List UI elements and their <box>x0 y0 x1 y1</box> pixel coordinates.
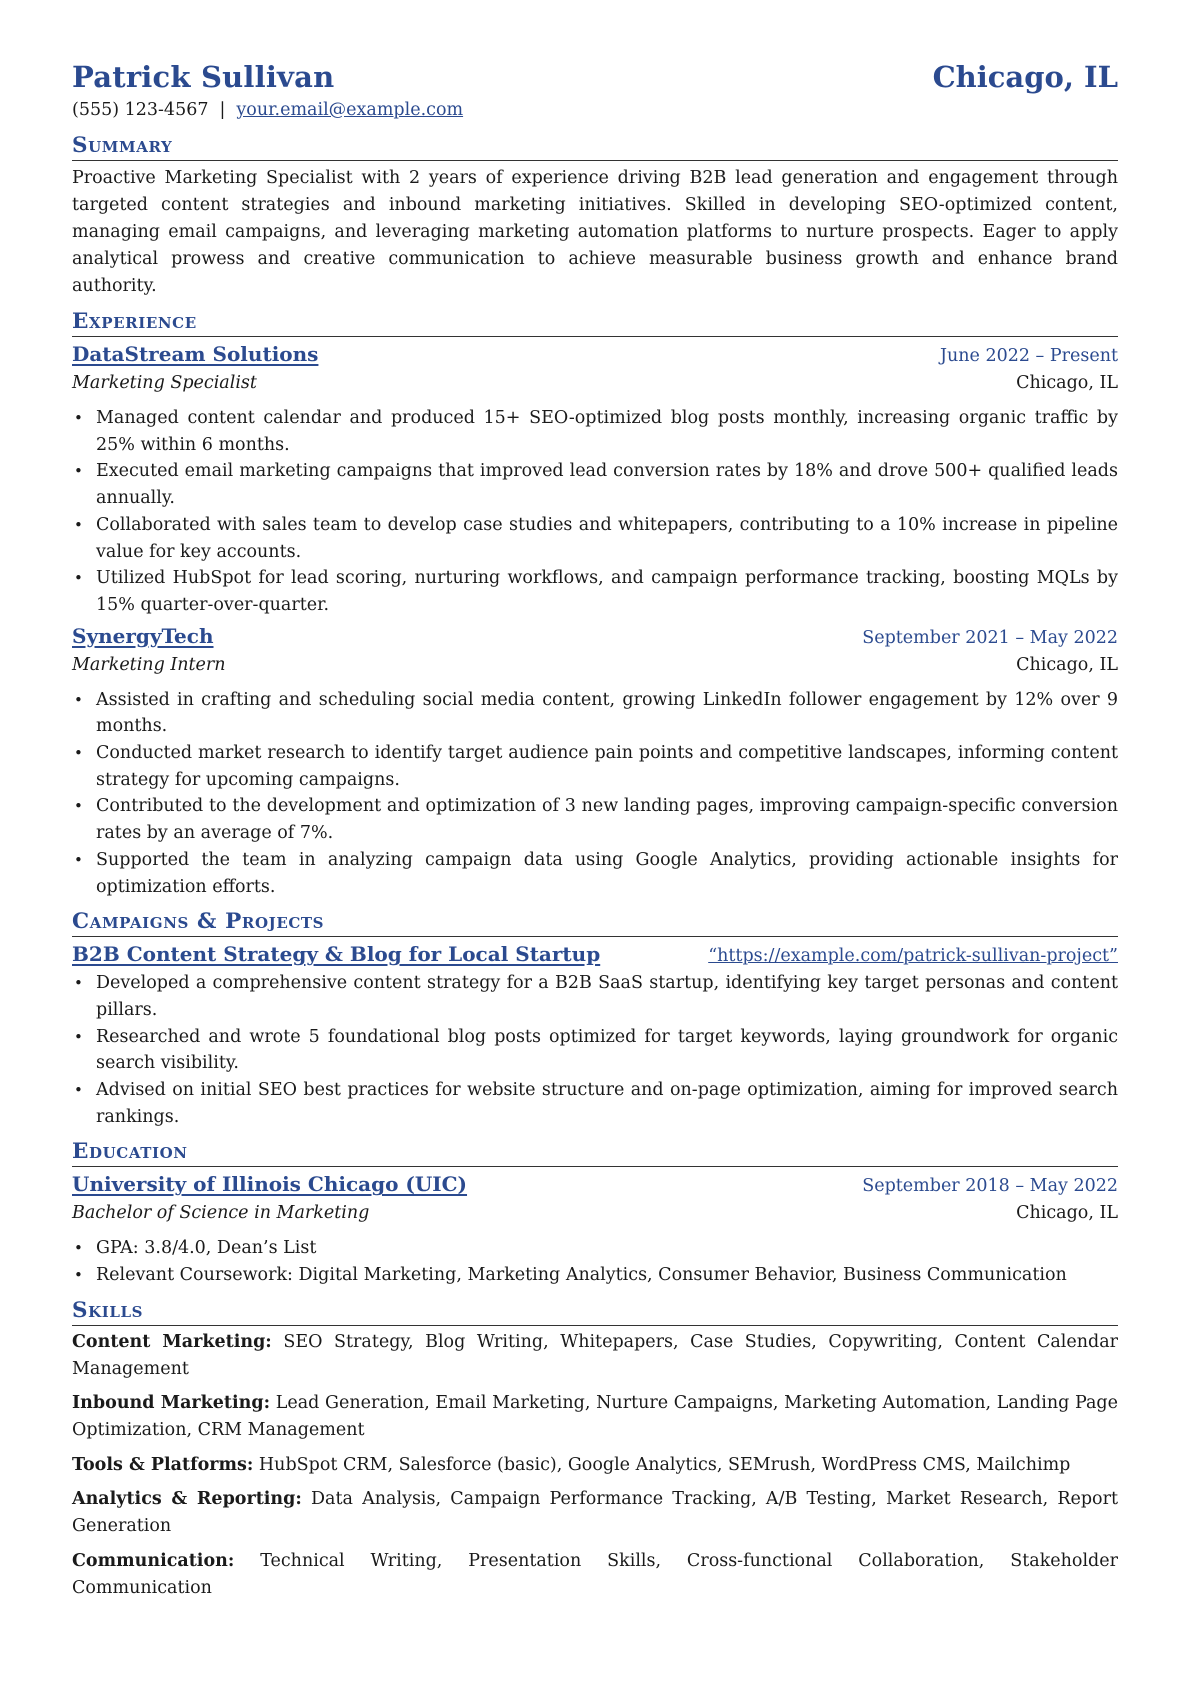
company-name[interactable]: DataStream Solutions <box>72 342 319 366</box>
degree: Bachelor of Science in Marketing <box>72 1203 370 1224</box>
skill-value: HubSpot CRM, Salesforce (basic), Google Analytics, SEMrush, WordPress CMS, Mailchimp <box>258 1454 1071 1475</box>
skill-row <box>72 1390 1118 1443</box>
job-dates: September 2021 – May 2022 <box>862 627 1118 648</box>
list-item: • Supported the team in analyzing campaign data using Google Analytics, providing actionable insights for optimization efforts. <box>96 847 1118 900</box>
list-item: • Contributed to the development and optimization of 3 new landing pages, improving campaign-specific conversion rates by an average of 7%. <box>96 793 1118 846</box>
list-item: • Relevant Coursework: Digital Marketing, Marketing Analytics, Consumer Behavior, Business Communication <box>96 1262 1118 1289</box>
candidate-location: Chicago, IL <box>932 60 1118 94</box>
school-name[interactable]: University of Illinois Chicago (UIC) <box>72 1172 468 1197</box>
job-location: Chicago, IL <box>1016 654 1118 675</box>
skill-value: SEO Strategy, Blog Writing, Whitepapers, Case Studies, Copywriting, Content Calendar Management <box>72 1331 1118 1379</box>
job-role: Marketing Intern <box>72 654 226 675</box>
skill-row <box>72 1329 1118 1382</box>
list-item: • Assisted in crafting and scheduling social media content, growing LinkedIn follower engagement by 12% over 9 months. <box>96 687 1118 740</box>
list-item: • Managed content calendar and produced 15+ SEO-optimized blog posts monthly, increasing organic traffic by 25% within 6 months. <box>96 405 1118 458</box>
job-entry <box>72 340 1118 619</box>
project-link[interactable]: “https://example.com/patrick-sullivan-project” <box>708 946 1118 967</box>
list-item: • Collaborated with sales team to develop case studies and whitepapers, contributing to a 10% increase in pipeline value for key accounts. <box>96 512 1118 565</box>
skill-row <box>72 1486 1118 1539</box>
list-item: • Utilized HubSpot for lead scoring, nurturing workflows, and campaign performance tracking, boosting MQLs by 15% quarter-over-quarter. <box>96 565 1118 618</box>
skill-value: Technical Writing, Presentation Skills, Cross-functional Collaboration, Stakeholder Communication <box>72 1550 1118 1598</box>
school-dates: September 2018 – May 2022 <box>862 1176 1118 1197</box>
skill-value: Lead Generation, Email Marketing, Nurture Campaigns, Marketing Automation, Landing Page Optimization, CRM Management <box>72 1393 1118 1440</box>
skill-label: Analytics & Reporting: <box>72 1489 302 1510</box>
project-name[interactable]: B2B Content Strategy & Blog for Local Startup <box>72 942 601 967</box>
list-item: • GPA: 3.8/4.0, Dean’s List <box>96 1235 1118 1262</box>
skill-label: Content Marketing: <box>72 1331 272 1352</box>
skill-row <box>72 1548 1118 1601</box>
job-location: Chicago, IL <box>1016 373 1118 393</box>
job-bullets <box>72 405 1118 619</box>
list-item: • Advised on initial SEO best practices for website structure and on-page optimization, aiming for improved search rankings. <box>96 1077 1118 1130</box>
candidate-name: Patrick Sullivan <box>72 60 335 94</box>
section-title-skills: Skills <box>72 1297 1118 1326</box>
resume-header <box>72 60 1118 94</box>
education-entry <box>72 1170 1118 1288</box>
section-title-summary: Summary <box>72 132 1118 161</box>
section-title-education: Education <box>72 1138 1118 1167</box>
section-title-experience: Experience <box>72 308 1118 337</box>
summary-text: Proactive Marketing Specialist with 2 years of experience driving B2B lead generation and engagement through targeted content strategies and inbound marketing initiatives. Skilled in developing SEO-optimized content, managing email campaigns, and leveraging marketing automation platforms to nurture prospects. Eager to apply analytical prowess and creative communication to achieve measurable business growth and enhance brand authority. <box>72 168 1118 296</box>
skill-label: Tools & Platforms: <box>72 1454 254 1475</box>
skill-label: Communication: <box>72 1550 235 1571</box>
contact-line <box>72 100 1118 120</box>
skill-row <box>72 1452 1118 1479</box>
list-item: • Conducted market research to identify target audience pain points and competitive landscapes, informing content strategy for upcoming campaigns. <box>96 740 1118 793</box>
project-bullets <box>72 970 1118 1130</box>
job-role: Marketing Specialist <box>72 373 257 393</box>
job-entry <box>72 622 1118 901</box>
school-location: Chicago, IL <box>1016 1203 1118 1224</box>
email-link[interactable]: your.email@example.com <box>236 100 464 120</box>
skill-value: Data Analysis, Campaign Performance Tracking, A/B Testing, Market Research, Report Generation <box>72 1489 1118 1537</box>
contact-separator: | <box>219 100 226 120</box>
list-item: • Executed email marketing campaigns that improved lead conversion rates by 18% and drove 500+ qualified leads annually. <box>96 458 1118 511</box>
education-bullets <box>72 1235 1118 1288</box>
company-name[interactable]: SynergyTech <box>72 623 214 648</box>
phone-number: (555) 123-4567 <box>72 100 209 120</box>
section-title-projects: Campaigns & Projects <box>72 908 1118 937</box>
list-item: • Developed a comprehensive content strategy for a B2B SaaS startup, identifying key target personas and content pillars. <box>96 970 1118 1023</box>
skill-label: Inbound Marketing: <box>72 1393 271 1414</box>
job-dates: June 2022 – Present <box>939 346 1118 366</box>
project-entry <box>72 940 1118 1130</box>
list-item: • Researched and wrote 5 foundational blog posts optimized for target keywords, laying groundwork for organic search visibility. <box>96 1024 1118 1077</box>
job-bullets <box>72 687 1118 901</box>
